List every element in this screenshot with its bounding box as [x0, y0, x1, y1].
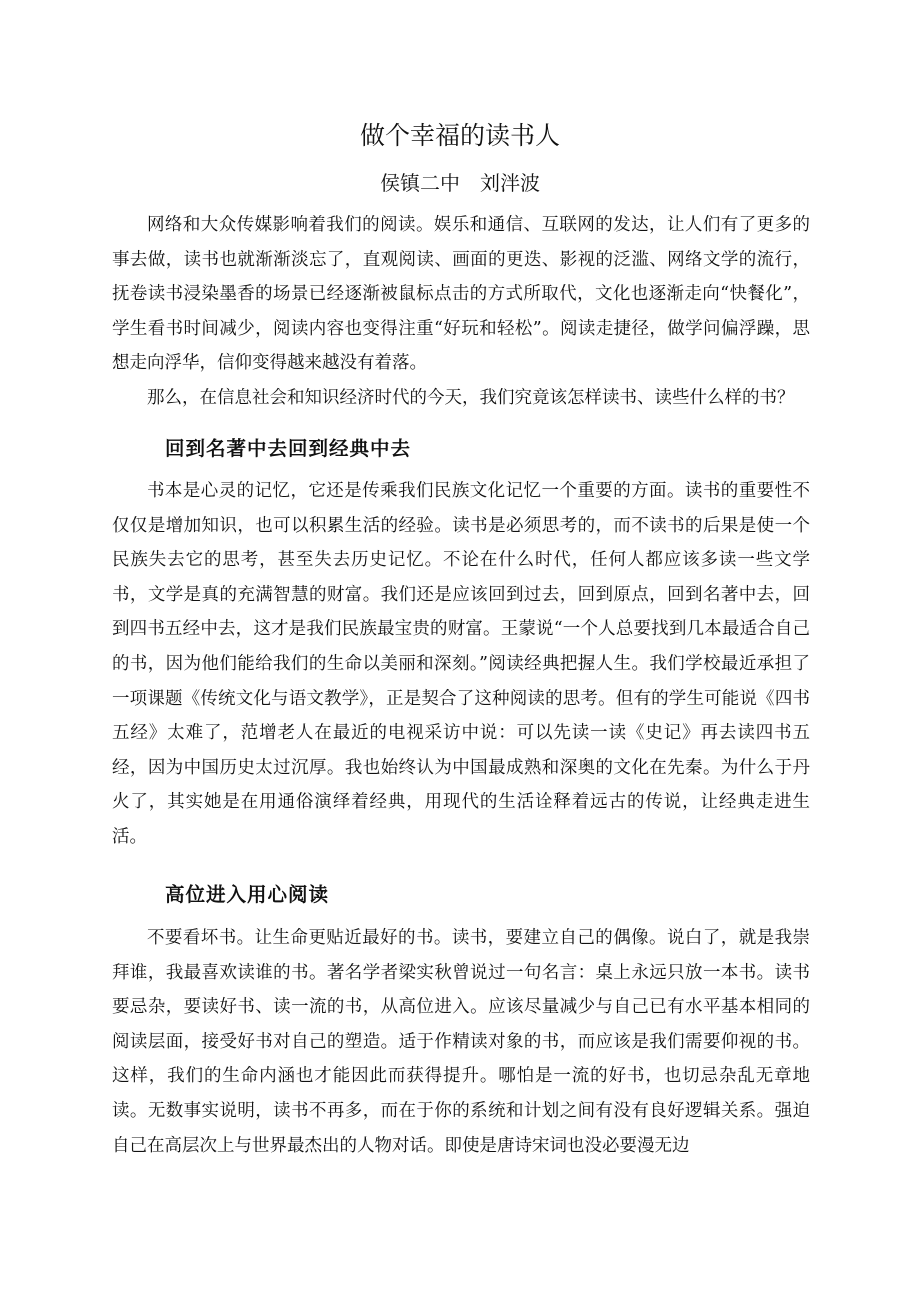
section-classics	[112, 474, 810, 855]
document-title: 做个幸福的读书人	[359, 121, 560, 150]
intro-paragraph: 网络和大众传媒影响着我们的阅读。娱乐和通信、互联网的发达，让人们有了更多的事去做，读书也就渐渐淡忘了，直观阅读、画面的更迭、影视的泛滥、网络文学的流行，抚卷读书浸染墨香的场景已经逐渐被鼠标点击的方式所取代，文化也逐渐走向“快餐化”，学生看书时间减少，阅读内容也变得注重“好玩和轻松”。阅读走捷径，做学问偏浮躁，思想走向浮华，信仰变得越来越没有着落。	[112, 215, 810, 374]
section-heading-high-level-reading: 高位进入用心阅读	[165, 883, 330, 906]
section-paragraph: 书本是心灵的记忆，它还是传乘我们民族文化记忆一个重要的方面。读书的重要性不仅仅是增加知识，也可以积累生活的经验。读书是必须思考的，而不读书的后果是使一个民族失去它的思考，甚至失去历史记忆。不论在什么时代，任何人都应该多读一些文学书，文学是真的充满智慧的财富。我们还是应该回到过去，回到原点，回到名著中去，回到四书五经中去，这才是我们民族最宝贵的财富。王蒙说“一个人总要找到几本最适合自己的书，因为他们能给我们的生命以美丽和深刻。”阅读经典把握人生。我们学校最近承担了一项课题《传统文化与语文教学》，正是契合了这种阅读的思考。但有的学生可能说《四书五经》太难了，范增老人在最近的电视采访中说：可以先读一读《史记》再去读四书五经，因为中国历史太过沉厚。我也始终认为中国最成熟和深奥的文化在先秦。为什么于丹火了，其实她是在用通俗演绎着经典，用现代的生活诠释着远古的传说，让经典走进生活。	[112, 481, 810, 847]
intro-section	[112, 208, 810, 416]
section-paragraph: 不要看坏书。让生命更贴近最好的书。读书，要建立自己的偶像。说白了，就是我崇拜谁，我最喜欢读谁的书。著名学者梁实秋曾说过一句名言：桌上永远只放一本书。读书要忌杂，要读好书、读一流的书，从高位进入。应该尽量减少与自己已有水平基本相同的阅读层面，接受好书对自己的塑造。适于作精读对象的书，而应该是我们需要仰视的书。这样，我们的生命内涵也才能因此而获得提升。哪怕是一流的好书，也切忌杂乱无章地读。无数事实说明，读书不再多，而在于你的系统和计划之间有没有良好逻辑关系。强迫自己在高层次上与世界最杰出的人物对话。即使是唐诗宋词也没必要漫无边	[112, 928, 810, 1156]
section-heading-classics: 回到名著中去回到经典中去	[165, 437, 412, 460]
document-author: 侯镇二中 刘泮波	[380, 171, 540, 195]
section-high-level-reading	[112, 921, 810, 1163]
question-paragraph: 那么，在信息社会和知识经济时代的今天，我们究竟该怎样读书、读些什么样的书？	[147, 387, 795, 408]
